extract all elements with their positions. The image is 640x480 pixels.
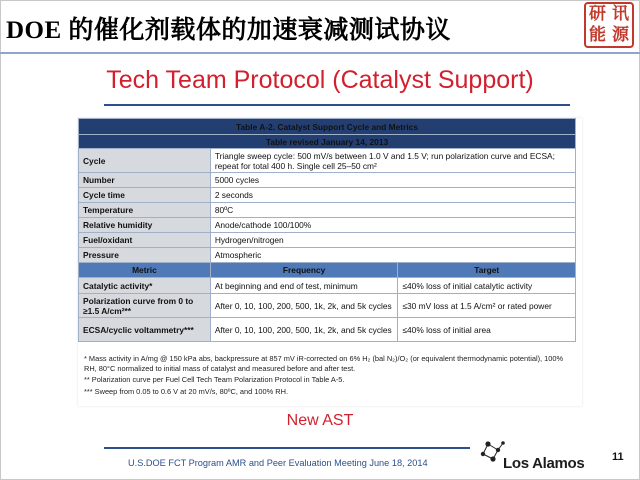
param-value: Triangle sweep cycle: 500 mV/s between 1.0 V and 1.5 V; run polarization curve and ECSA; repeat for total 400 h. Single cell 25–50 cm² bbox=[210, 149, 575, 173]
seal-char: 能 bbox=[589, 25, 606, 44]
param-value: 2 seconds bbox=[210, 188, 575, 203]
los-alamos-logo-text: Los Alamos bbox=[503, 455, 585, 472]
new-ast-label: New AST bbox=[286, 412, 354, 429]
seal-char: 讯 bbox=[612, 4, 629, 23]
param-value: Anode/cathode 100/100% bbox=[210, 218, 575, 233]
footer-text: U.S.DOE FCT Program AMR and Peer Evaluation Meeting June 18, 2014 bbox=[128, 458, 428, 468]
footnote: *** Sweep from 0.05 to 0.6 V at 20 mV/s, 80ºC, and 100% RH. bbox=[84, 386, 288, 396]
param-value: Hydrogen/nitrogen bbox=[210, 233, 575, 248]
logo-seal bbox=[584, 2, 634, 48]
metric-frequency: After 0, 10, 100, 200, 500, 1k, 2k, and 5k cycles bbox=[210, 318, 398, 342]
metric-target: ≤30 mV loss at 1.5 A/cm² or rated power bbox=[398, 294, 576, 318]
param-value: 80ºC bbox=[210, 203, 575, 218]
frequency-column-header: Frequency bbox=[210, 263, 398, 278]
param-label: Temperature bbox=[79, 203, 211, 218]
table-revised: Table revised January 14, 2013 bbox=[79, 135, 576, 149]
slide-top-title: DOE 的催化剂载体的加速衰减测试协议 bbox=[6, 17, 451, 44]
seal-char: 源 bbox=[612, 25, 629, 44]
footnote: * Mass activity in A/mg @ 150 kPa abs, backpressure at 857 mV iR-corrected on 6% H₂ (bal N₂)/O₂ (or equivalent thermodynamic potential), 100% RH, 80°C normalized to initial mass of catalyst and measured before and after test. bbox=[84, 354, 564, 373]
metric-frequency: At beginning and end of test, minimum bbox=[210, 278, 398, 294]
slide-subtitle: Tech Team Protocol (Catalyst Support) bbox=[106, 66, 534, 94]
param-value: 5000 cycles bbox=[210, 173, 575, 188]
footer-divider bbox=[104, 447, 470, 449]
metric-frequency: After 0, 10, 100, 200, 500, 1k, 2k, and 5k cycles bbox=[210, 294, 398, 318]
table-footnotes bbox=[84, 354, 574, 398]
param-label: Cycle bbox=[79, 149, 211, 173]
metric-label: Catalytic activity* bbox=[79, 278, 211, 294]
param-label: Pressure bbox=[79, 248, 211, 263]
table-title: Table A-2. Catalyst Support Cycle and Metrics bbox=[79, 119, 576, 135]
param-value: Atmospheric bbox=[210, 248, 575, 263]
target-column-header: Target bbox=[398, 263, 576, 278]
subtitle-divider bbox=[104, 104, 570, 106]
page-number: 11 bbox=[612, 451, 624, 463]
seal-char: 研 bbox=[589, 4, 606, 23]
param-label: Relative humidity bbox=[79, 218, 211, 233]
param-label: Number bbox=[79, 173, 211, 188]
param-label: Cycle time bbox=[79, 188, 211, 203]
param-label: Fuel/oxidant bbox=[79, 233, 211, 248]
metric-label: ECSA/cyclic voltammetry*** bbox=[79, 318, 211, 342]
protocol-table bbox=[78, 118, 576, 342]
metric-target: ≤40% loss of initial area bbox=[398, 318, 576, 342]
metric-label: Polarization curve from 0 to ≥1.5 A/cm²** bbox=[79, 294, 211, 318]
footnote: ** Polarization curve per Fuel Cell Tech Team Polarization Protocol in Table A-5. bbox=[84, 375, 345, 384]
metric-column-header: Metric bbox=[79, 263, 211, 278]
header-divider bbox=[0, 52, 640, 54]
metric-target: ≤40% loss of initial catalytic activity bbox=[398, 278, 576, 294]
